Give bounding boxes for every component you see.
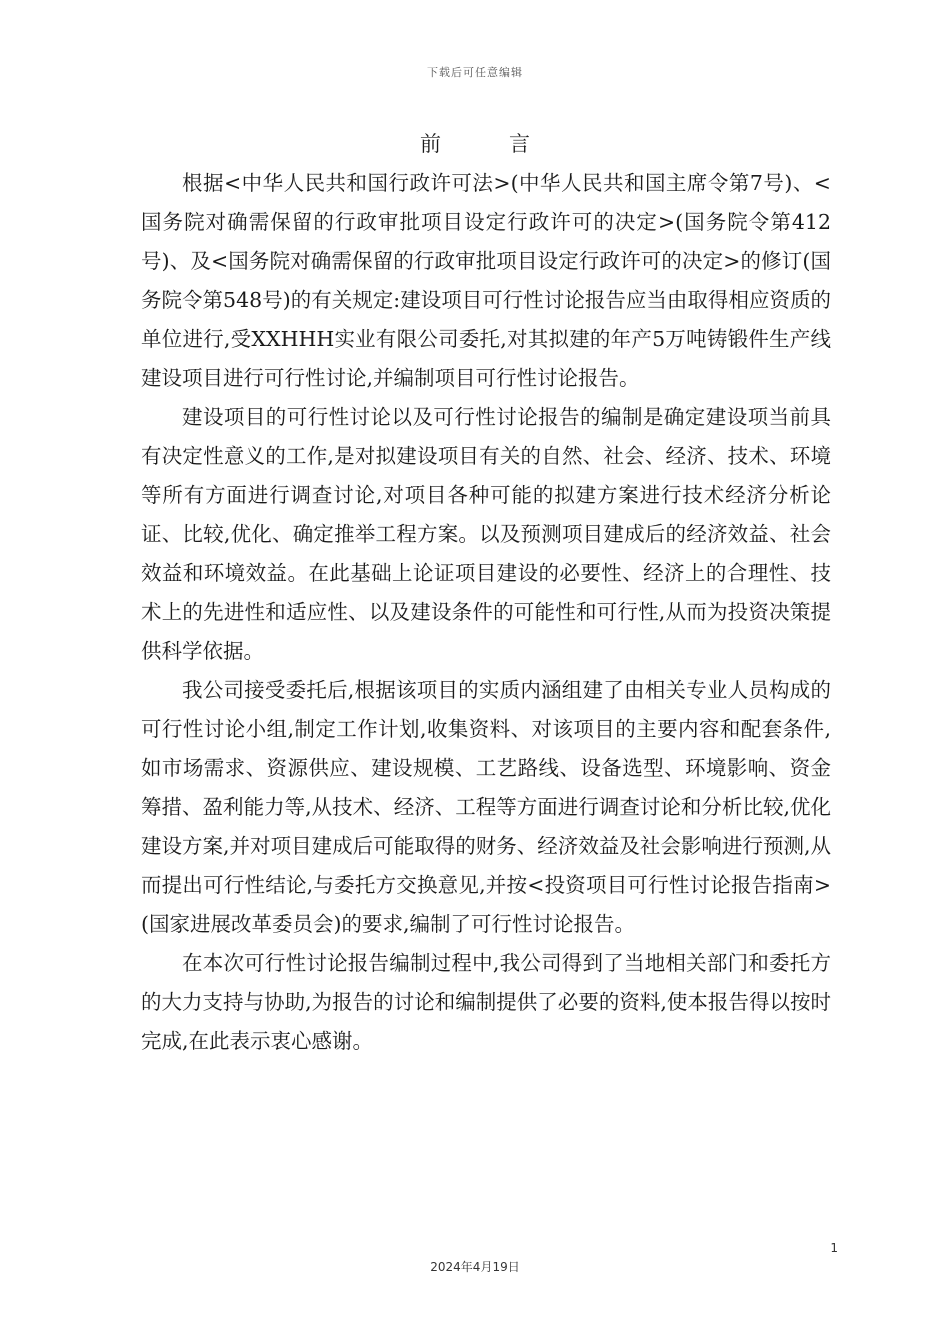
paragraph-4: 在本次可行性讨论报告编制过程中,我公司得到了当地相关部门和委托方的大力支持与协助,为报告的讨论和编制提供了必要的资料,使本报告得以按时完成,在此表示衷心感谢。 <box>141 951 831 1053</box>
title-char-1: 前 <box>420 132 441 156</box>
body-text <box>141 164 831 1061</box>
paragraph-3: 我公司接受委托后,根据该项目的实质内涵组建了由相关专业人员构成的可行性讨论小组,制定工作计划,收集资料、对该项目的主要内容和配套条件,如市场需求、资源供应、建设规模、工艺路线、设备选型、环境影响、资金筹措、盈利能力等,从技术、经济、工程等方面进行调查讨论和分析比较,优化建设方案,并对项目建成后可能取得的财务、经济效益及社会影响进行预测,从而提出可行性结论,与委托方交换意见,并按<投资项目可行性讨论报告指南>(国家进展改革委员会)的要求,编制了可行性讨论报告。 <box>141 678 831 936</box>
title-char-2: 言 <box>509 132 530 156</box>
paragraph-2: 建设项目的可行性讨论以及可行性讨论报告的编制是确定建设项当前具有决定性意义的工作,是对拟建设项目有关的自然、社会、经济、技术、环境等所有方面进行调查讨论,对项目各种可能的拟建方案进行技术经济分析论证、比较,优化、确定推举工程方案。以及预测项目建成后的经济效益、社会效益和环境效益。在此基础上论证项目建设的必要性、经济上的合理性、技术上的先进性和适应性、以及建设条件的可能性和可行性,从而为投资决策提供科学依据。 <box>141 405 831 663</box>
page-number: 1 <box>830 1241 838 1255</box>
section-title <box>0 128 950 158</box>
paragraph-1: 根据<中华人民共和国行政许可法>(中华人民共和国主席令第7号)、<国务院对确需保留的行政审批项目设定行政许可的决定>(国务院令第412号)、及<国务院对确需保留的行政审批项目设定行政许可的决定>的修订(国务院令第548号)的有关规定:建设项目可行性讨论报告应当由取得相应资质的单位进行,受XXHHH实业有限公司委托,对其拟建的年产5万吨铸锻件生产线建设项目进行可行性讨论,并编制项目可行性讨论报告。 <box>141 171 831 390</box>
footer-date: 2024年4月19日 <box>430 1260 520 1274</box>
page-header: 下载后可任意编辑 <box>427 66 523 79</box>
